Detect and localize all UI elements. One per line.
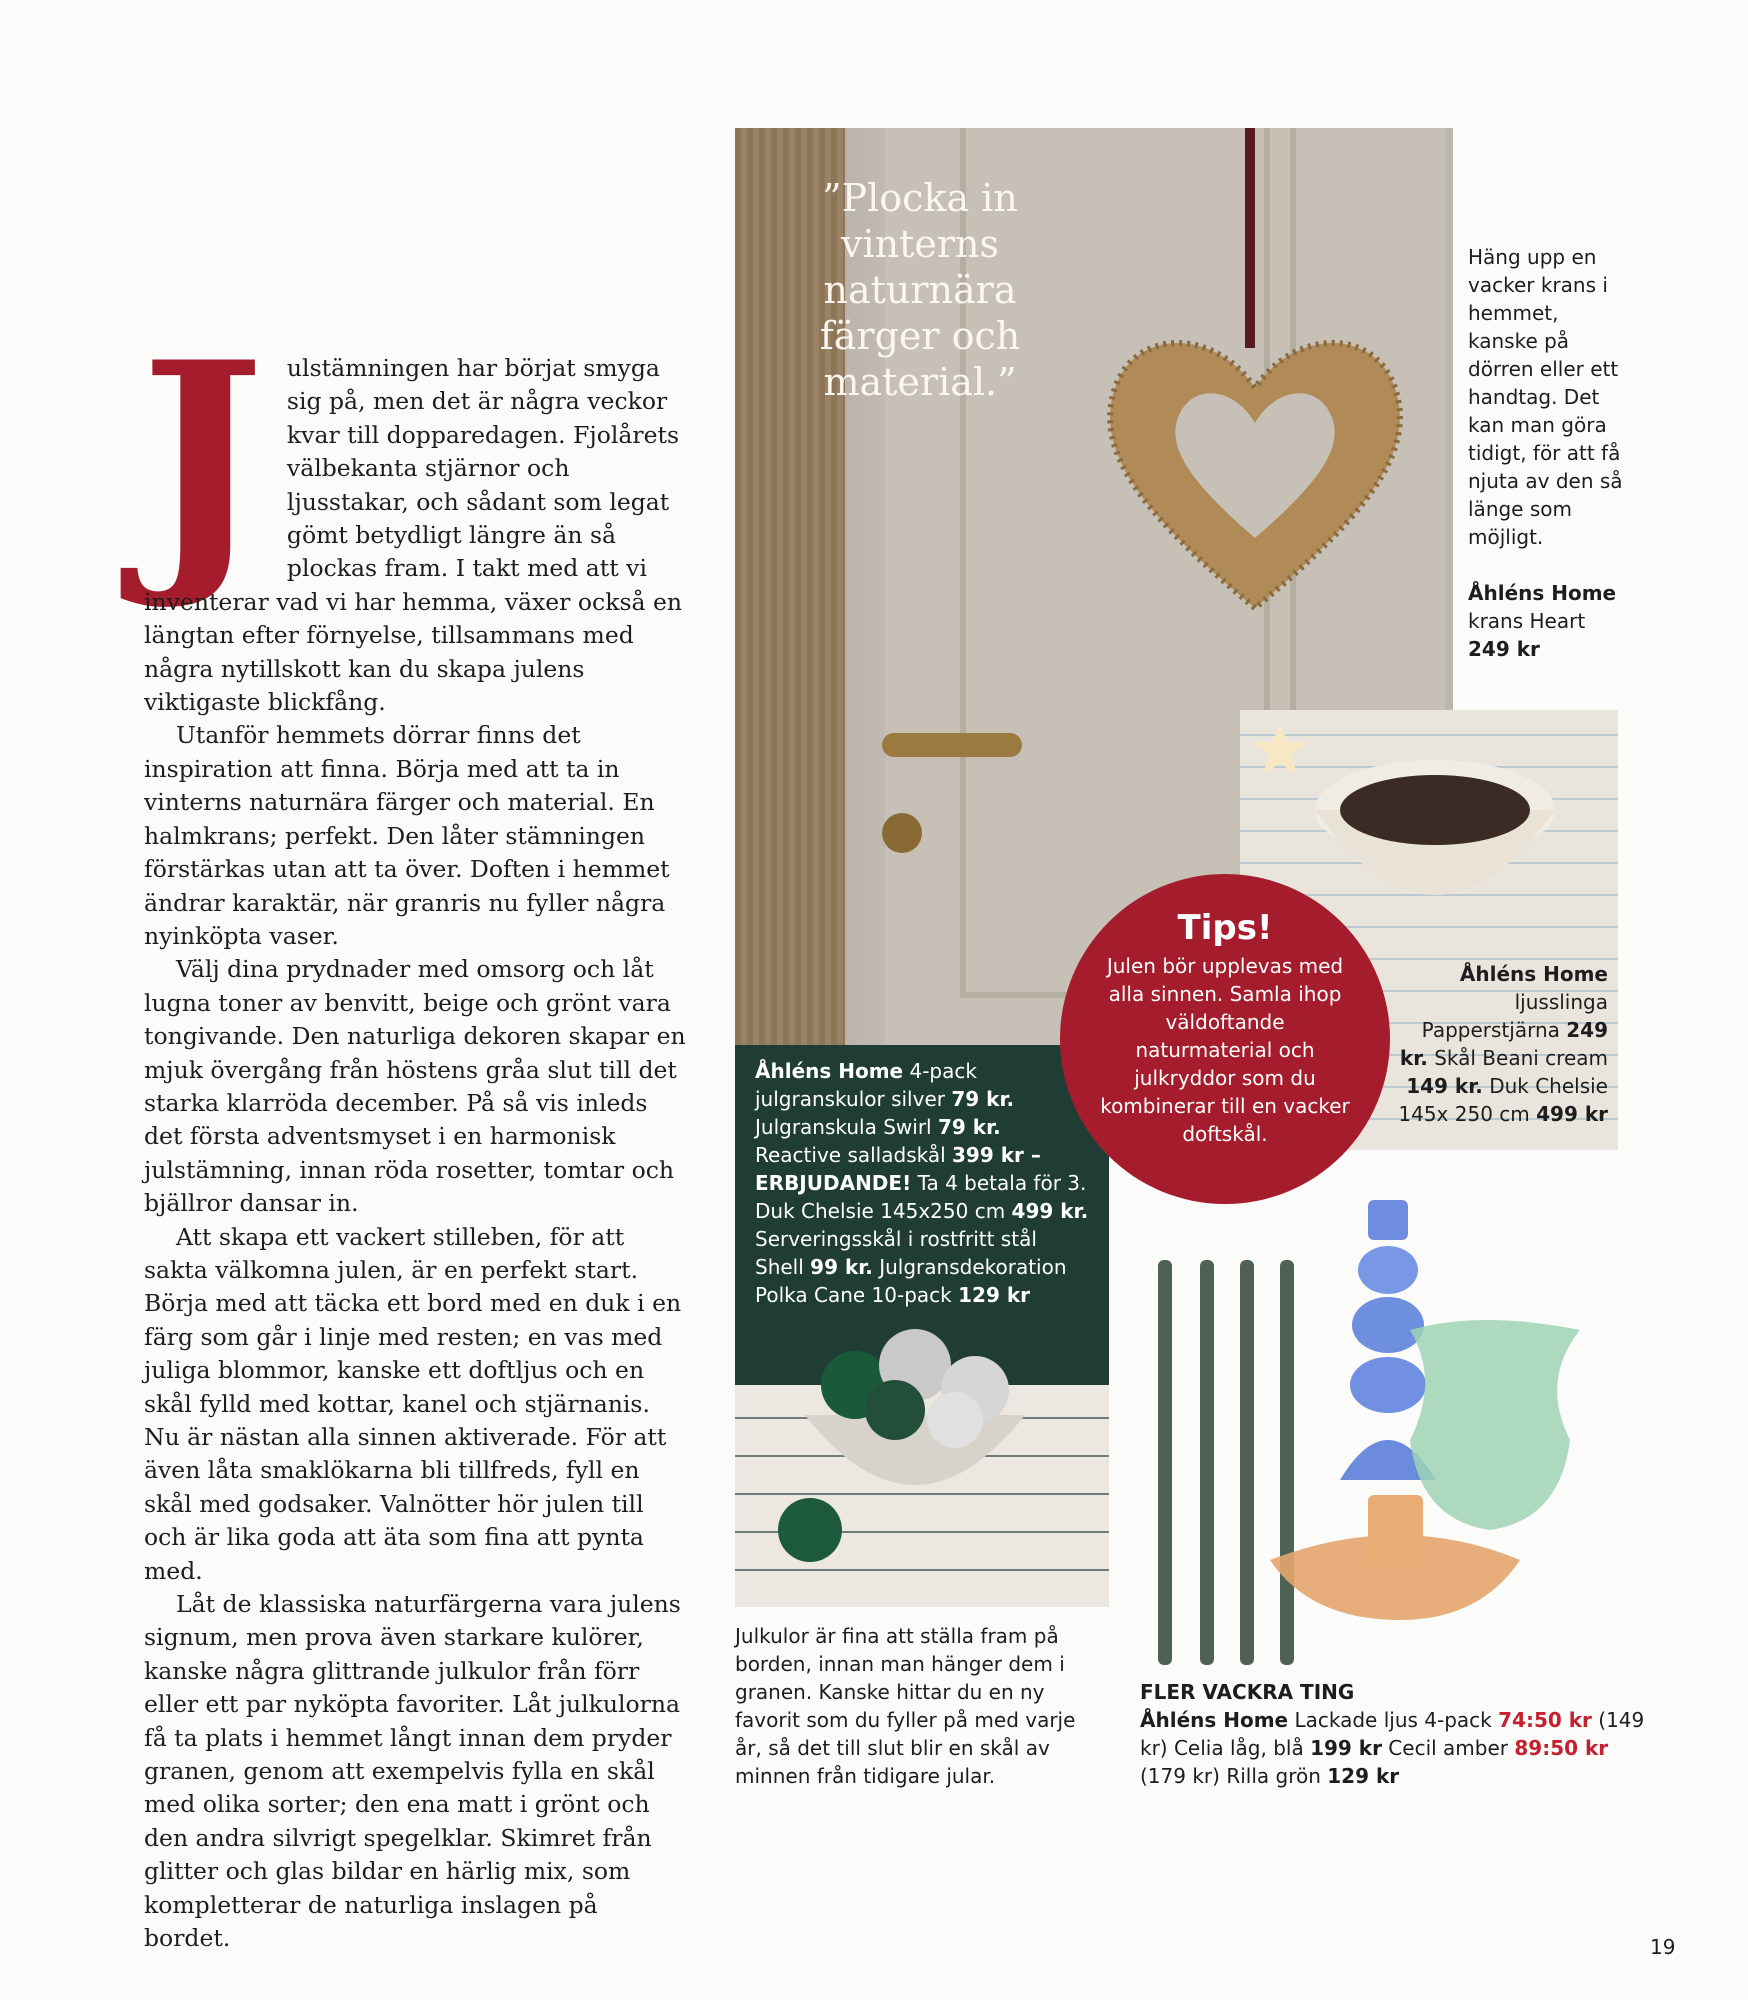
ornament-bowl-icon: [795, 1315, 1035, 1515]
bowl-brand: Åhléns Home: [1459, 962, 1608, 986]
wreath-price: 249 kr: [1468, 637, 1540, 661]
tips-title: Tips!: [1177, 908, 1273, 948]
heart-wreath-icon: [1095, 308, 1415, 628]
green-box-brand: Åhléns Home: [755, 1059, 904, 1083]
wreath-caption-text: Häng upp en vacker krans i hemmet, kanske på dörren eller ett handtag. Det kan man göra tidigt, för att få njuta av den så länge som möjligt.: [1468, 245, 1623, 549]
article-paragraph-1: ulstämningen har börjat smyga sig på, men det är några veckor kvar till dopparedagen. Fjolårets välbekanta stjärnor och ljusstakar, och sådant som legat gömt betydligt längre än så plockas fram. I takt med att vi inventerar vad vi har hemma, växer också en längtan efter förnyelse, tillsammans med några nytillskott kan du skapa julens viktigaste blickfång.: [144, 354, 683, 717]
paper-star-icon: [1250, 720, 1310, 780]
more-item-2: Celia låg, blå: [1173, 1736, 1304, 1760]
wreath-caption: [1468, 243, 1628, 663]
tips-body: Julen bör upplevas med alla sinnen. Samla ihop väldoftande naturmaterial och julkryddor som du kombinerar till en vacker doftskål.: [1100, 954, 1350, 1146]
more-orig-1: (149 kr): [1140, 1708, 1645, 1760]
article-paragraph-3: Välj dina prydnader med omsorg och låt lugna toner av benvitt, beige och grönt vara tongivande. Den naturliga dekoren skapar en mjuk övergång från höstens gråa slut till det starka klarröda december. På så vis inleds det första adventsmyset i en harmonisk julstämning, innan röda rosetter, tomtar och bjällror dansar in.: [144, 955, 686, 1218]
bowl-item-3: Duk Chelsie 145x 250 cm: [1398, 1074, 1608, 1126]
green-ornament-icon: [775, 1495, 845, 1565]
green-box-price-5: 99 kr.: [810, 1255, 873, 1279]
green-box-item-6: Julgransdekoration Polka Cane 10-pack: [755, 1255, 1067, 1307]
green-box-price-6: 129 kr: [958, 1283, 1030, 1307]
door-handle-icon: [882, 733, 1022, 757]
more-sale-1: 74:50 kr: [1498, 1708, 1592, 1732]
bowl-price-3: 499 kr: [1536, 1102, 1608, 1126]
more-items-caption: [1140, 1678, 1660, 1790]
article-paragraph-5: Låt de klassiska naturfärgerna vara julens signum, men prova även starkare kulörer, kanske några glittrande julkulor från förr eller ett par nyköpta favoriter. Låt julkulorna få ta plats i hemmet långt innan dem pryder granen, genom att exempelvis fylla en skål med olika sorter; den ena matt i grönt och den andra silvrigt spegelklar. Skimret från glitter och glas bildar en härlig mix, som kompletterar de naturliga inslagen på bordet.: [144, 1590, 681, 1953]
keyhole-icon: [882, 813, 922, 853]
more-sale-3: 89:50 kr: [1514, 1736, 1609, 1760]
article-body: [140, 305, 689, 1956]
drop-cap: J: [140, 305, 265, 615]
green-vase-icon: [1410, 1320, 1580, 1530]
more-items-heading: FLER VACKRA TING: [1140, 1680, 1355, 1704]
green-box-item-1: 4-pack julgranskulor silver: [755, 1059, 977, 1111]
more-price-2: 199 kr: [1310, 1736, 1382, 1760]
pull-quote: ”Plocka in vinterns naturnära färger och material.”: [819, 176, 1021, 404]
bowl-price-1: 249 kr.: [1399, 1018, 1608, 1070]
more-item-3: Cecil amber: [1388, 1736, 1508, 1760]
green-box-price-2: 79 kr.: [937, 1115, 1001, 1139]
article-paragraph-2: Utanför hemmets dörrar finns det inspiration att finna. Börja med att ta in vinterns naturnära färger och material. En halmkrans; perfekt. Den låter stämningen förstärkas utan att ta över. Doften i hemmet ändrar karaktär, när granris nu fyller några nyinköpta vaser.: [144, 721, 670, 950]
more-item-4: Rilla grön: [1226, 1764, 1321, 1788]
more-item-1: Lackade ljus 4-pack: [1294, 1708, 1492, 1732]
ornament-caption: Julkulor är fina att ställa fram på borden, innan man hänger dem i granen. Kanske hittar du en ny favorit som du fyller på med varje år, så det till slut blir en skål av minnen från tidigare jular.: [735, 1624, 1076, 1788]
green-box-price-4: 499 kr.: [1011, 1199, 1089, 1223]
tips-badge: [1060, 874, 1390, 1204]
green-box-item-3: Reactive salladskål: [755, 1143, 946, 1167]
candle-icon: [1158, 1260, 1294, 1665]
green-box-item-2: Julgranskula Swirl: [755, 1115, 932, 1139]
green-box-item-4: Ta 4 betala för 3. Duk Chelsie 145x250 cm: [755, 1171, 1087, 1223]
more-price-4: 129 kr: [1327, 1764, 1400, 1788]
bowl-item-1: ljusslinga Papperstjärna: [1421, 990, 1608, 1042]
green-box-item-5: Serveringsskål i rostfritt stål Shell: [755, 1227, 1037, 1279]
green-box-price-3: 399 kr – ERBJUDANDE!: [755, 1143, 1041, 1195]
more-orig-3: (179 kr): [1140, 1764, 1220, 1788]
wreath-product: krans Heart: [1468, 609, 1586, 633]
ornament-product-box: [735, 1045, 1109, 1321]
bowl-icon: [1310, 750, 1560, 910]
bowl-price-2: 149 kr.: [1406, 1074, 1483, 1098]
bowl-caption: [1390, 960, 1608, 1128]
article-paragraph-4: Att skapa ett vackert stilleben, för att sakta välkomna julen, är en perfekt start. Börja med att täcka ett bord med en duk i en färg som går i linje med resten; en vas med juliga blommor, kanske ett doftljus och en skål fylld med kottar, kanel och stjärnanis. Nu är nästan alla sinnen aktiverade. För att även låta smaklökarna bli tillfreds, fyll en skål med godsaker. Valnötter hör julen till och är lika goda att äta som fina att pynta med.: [144, 1222, 682, 1585]
candles-glassware-image: [1140, 1200, 1610, 1680]
bowl-item-2: Skål Beani cream: [1434, 1046, 1608, 1070]
wreath-brand: Åhléns Home: [1468, 581, 1617, 605]
green-box-price-1: 79 kr.: [951, 1087, 1015, 1111]
more-brand: Åhléns Home: [1140, 1708, 1289, 1732]
page-number: 19: [1650, 1935, 1676, 1959]
